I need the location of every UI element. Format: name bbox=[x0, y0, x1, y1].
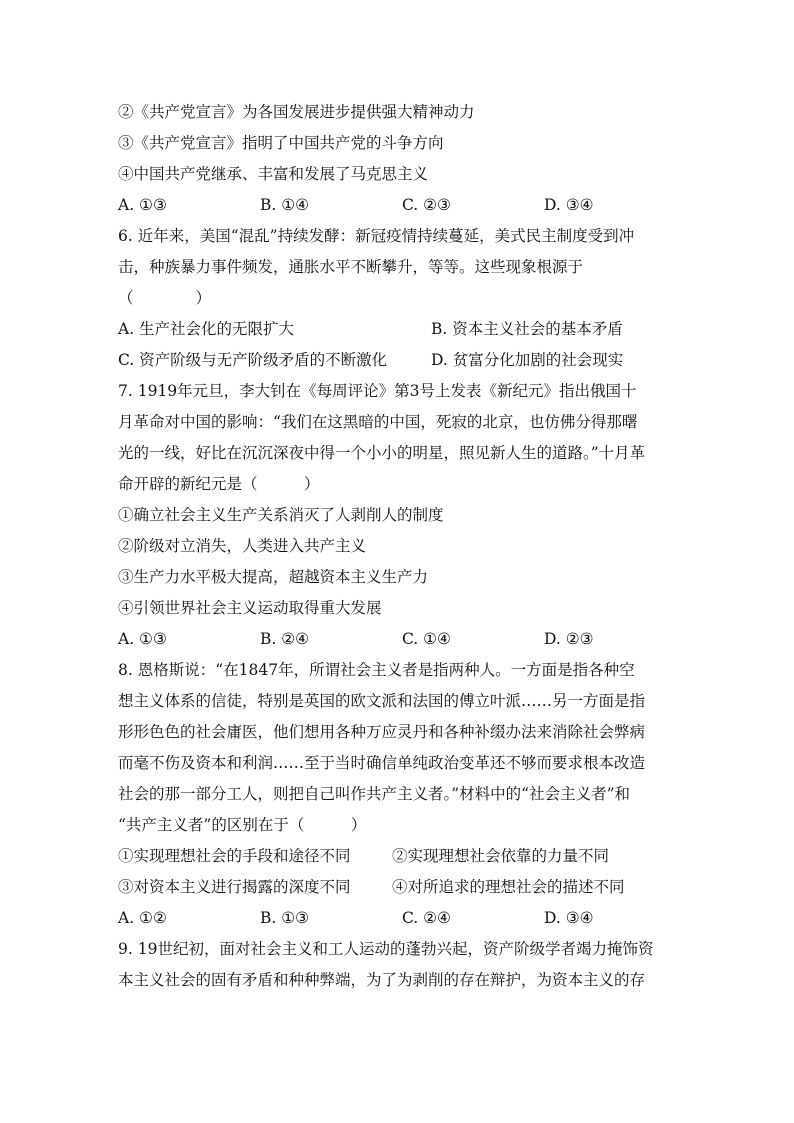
q8-option-a[interactable]: A. ①② bbox=[118, 909, 167, 927]
q6-stem-line-2: 击，种族暴力事件频发，通胀水平不断攀升，等等。这些现象根源于 bbox=[118, 258, 584, 276]
q8-stem-line-4: 而毫不伤及资本和利润……至于当时确信单纯政治变革还不够而要求根本改造 bbox=[118, 754, 646, 772]
q7-item-1: ①确立社会主义生产关系消灭了人剥削人的制度 bbox=[118, 506, 444, 524]
q7-stem-line-1: 7. 1919年元旦，李大钊在《每周评论》第3号上发表《新纪元》指出俄国十 bbox=[118, 382, 637, 400]
q5-options bbox=[118, 190, 686, 221]
q5-option-b[interactable]: B. ①④ bbox=[260, 196, 310, 214]
q8-option-d[interactable]: D. ③④ bbox=[544, 909, 594, 927]
q5-item-4: ④中国共产党继承、丰富和发展了马克思主义 bbox=[118, 165, 429, 183]
q5-option-a[interactable]: A. ①③ bbox=[118, 196, 167, 214]
q8-option-b[interactable]: B. ①③ bbox=[260, 909, 310, 927]
q5-option-d[interactable]: D. ③④ bbox=[544, 196, 594, 214]
q6-answer-blank: （ ） bbox=[118, 289, 212, 307]
q7-option-a[interactable]: A. ①③ bbox=[118, 630, 167, 648]
q8-item-4: ④对所追求的理想社会的描述不同 bbox=[392, 878, 625, 896]
q8-stem-line-1: 8. 恩格斯说：“在1847年，所谓社会主义者是指两种人。一方面是指各种空 bbox=[118, 661, 635, 679]
q7-item-4: ④引领世界社会主义运动取得重大发展 bbox=[118, 599, 382, 617]
q7-option-d[interactable]: D. ②③ bbox=[544, 630, 594, 648]
q5-item-2: ②《共产党宣言》为各国发展进步提供强大精神动力 bbox=[118, 103, 475, 121]
q5-option-c[interactable]: C. ②③ bbox=[402, 196, 451, 214]
q6-option-c[interactable]: C. 资产阶级与无产阶级矛盾的不断激化 bbox=[118, 351, 388, 369]
q9-stem-line-2: 本主义社会的固有矛盾和种种弊端，为了为剥削的存在辩护，为资本主义的存 bbox=[118, 971, 646, 989]
q7-stem-line-3: 光的一线，好比在沉沉深夜中得一个小小的明星，照见新人生的道路。”十月革 bbox=[118, 444, 646, 462]
q5-item-3: ③《共产党宣言》指明了中国共产党的斗争方向 bbox=[118, 134, 444, 152]
q7-stem-line-2: 月革命对中国的影响：“我们在这黑暗的中国，死寂的北京，也仿佛分得那曙 bbox=[118, 413, 638, 431]
q8-item-3: ③对资本主义进行揭露的深度不同 bbox=[118, 878, 351, 896]
q7-option-c[interactable]: C. ①④ bbox=[402, 630, 451, 648]
q6-option-d[interactable]: D. 贫富分化加剧的社会现实 bbox=[431, 351, 624, 369]
question-content bbox=[118, 97, 686, 996]
q7-stem-line-4: 命开辟的新纪元是（ ） bbox=[118, 475, 320, 493]
q9-stem-line-1: 9. 19世纪初，面对社会主义和工人运动的蓬勃兴起，资产阶级学者竭力掩饰资 bbox=[118, 940, 654, 958]
q8-stem-line-6: “共产主义者”的区别在于（ ） bbox=[118, 816, 367, 834]
q8-option-c[interactable]: C. ②④ bbox=[402, 909, 451, 927]
q8-stem-line-2: 想主义体系的信徒，特别是英国的欧文派和法国的傅立叶派……另一方面是指 bbox=[118, 692, 646, 710]
q8-stem-line-3: 形形色色的社会庸医，他们想用各种万应灵丹和各种补缀办法来消除社会弊病 bbox=[118, 723, 646, 741]
q8-items-row-1 bbox=[118, 841, 686, 872]
q6-option-b[interactable]: B. 资本主义社会的基本矛盾 bbox=[431, 320, 623, 338]
q6-option-a[interactable]: A. 生产社会化的无限扩大 bbox=[118, 320, 295, 338]
q6-options-row-1 bbox=[118, 314, 686, 345]
q8-options bbox=[118, 903, 686, 934]
q6-options-row-2 bbox=[118, 345, 686, 376]
q7-options bbox=[118, 624, 686, 655]
q8-item-1: ①实现理想社会的手段和途径不同 bbox=[118, 847, 351, 865]
q7-item-3: ③生产力水平极大提高，超越资本主义生产力 bbox=[118, 568, 429, 586]
q8-items-row-2 bbox=[118, 872, 686, 903]
q6-stem-line-1: 6. 近年来，美国“混乱”持续发酵：新冠疫情持续蔓延，美式民主制度受到冲 bbox=[118, 227, 635, 245]
q7-option-b[interactable]: B. ②④ bbox=[260, 630, 310, 648]
q7-item-2: ②阶级对立消失，人类进入共产主义 bbox=[118, 537, 367, 555]
q8-item-2: ②实现理想社会依靠的力量不同 bbox=[392, 847, 610, 865]
q8-stem-line-5: 社会的那一部分工人，则把自己叫作共产主义者。”材料中的“社会主义者”和 bbox=[118, 785, 631, 803]
